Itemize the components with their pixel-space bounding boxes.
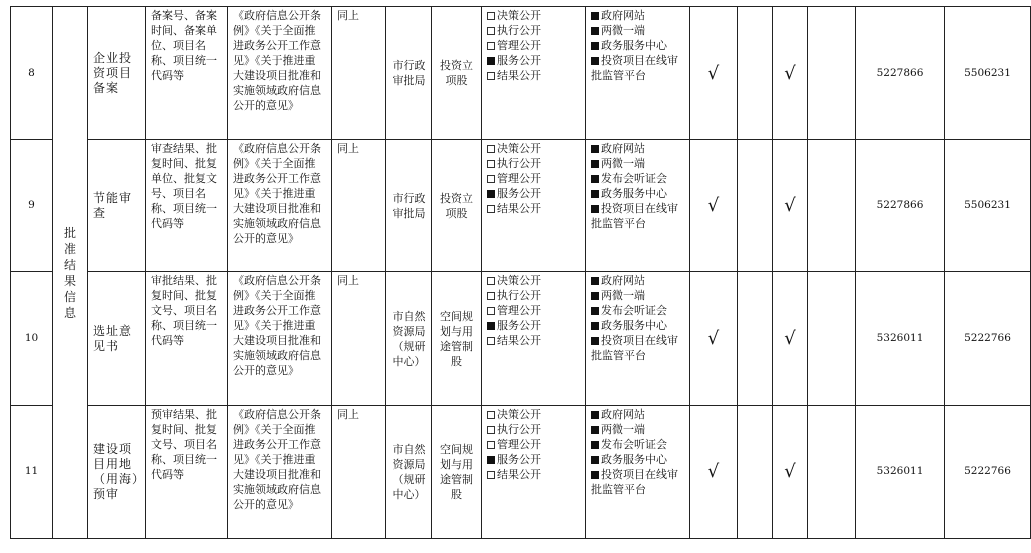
scope-option-label: 管理公开	[497, 39, 541, 52]
empty-cell	[738, 272, 773, 405]
channel-item	[591, 288, 684, 303]
channel-label: 两微一端	[601, 422, 645, 436]
channel-label: 政府网站	[601, 407, 645, 421]
scope-option-label: 决策公开	[497, 9, 541, 22]
scope-option-label: 执行公开	[497, 422, 541, 436]
empty-box-icon	[487, 411, 495, 419]
channel-item	[591, 141, 684, 156]
disclosure-subject	[386, 405, 432, 538]
department: 投资立项股	[432, 7, 482, 140]
checked-box-icon	[591, 337, 599, 345]
legal-basis: 《政府信息公开条例》《关于全面推进政务公开工作意见》《关于推进重大建设项目批准和实施领域政府信息公开的意见》	[228, 405, 332, 538]
table-row	[11, 272, 1031, 405]
row-number: 9	[11, 140, 53, 272]
empty-box-icon	[487, 160, 495, 168]
channel-item	[591, 156, 684, 171]
phone-1: 5227866	[856, 140, 945, 272]
row-number: 10	[11, 272, 53, 405]
channel-label: 政府网站	[601, 142, 645, 156]
category-cell	[53, 7, 88, 539]
channel-label: 政府网站	[601, 9, 645, 22]
time-limit: 同上	[332, 272, 386, 405]
scope-option-label: 管理公开	[497, 437, 541, 451]
phone-1: 5326011	[856, 405, 945, 538]
checked-box-icon	[591, 456, 599, 464]
scope-option	[487, 38, 580, 53]
scope-option	[487, 141, 580, 156]
empty-box-icon	[487, 12, 495, 20]
channel-label: 投资项目在线审批监管平台	[591, 334, 678, 363]
scope-option	[487, 23, 580, 38]
checked-box-icon	[591, 322, 599, 330]
channel-item	[591, 8, 684, 23]
channels	[586, 272, 690, 405]
checked-box-icon	[591, 57, 599, 65]
channel-item	[591, 201, 684, 231]
channel-item	[591, 437, 684, 452]
checked-box-icon	[591, 205, 599, 213]
checked-box-icon	[591, 160, 599, 168]
scope-options	[482, 272, 586, 405]
scope-option	[487, 407, 580, 422]
channel-item	[591, 452, 684, 467]
empty-box-icon	[487, 205, 495, 213]
scope-option	[487, 303, 580, 318]
disclosure-content: 审查结果、批复时间、批复单位、批复文号、项目名称、项目统一代码等	[146, 140, 228, 272]
empty-box-icon	[487, 27, 495, 35]
empty-cell	[738, 405, 773, 538]
scope-option	[487, 201, 580, 216]
disclosure-subject	[386, 272, 432, 405]
phone-2: 5222766	[945, 405, 1031, 538]
check-mark-1: √	[690, 7, 738, 140]
empty-box-icon	[487, 175, 495, 183]
empty-cell	[738, 7, 773, 140]
channel-label: 发布会听证会	[601, 172, 667, 186]
empty-cell	[808, 405, 856, 538]
channel-label: 投资项目在线审批监管平台	[591, 54, 678, 82]
checked-box-icon	[487, 456, 495, 464]
checked-box-icon	[591, 307, 599, 315]
checked-box-icon	[591, 471, 599, 479]
scope-option-label: 执行公开	[497, 157, 541, 171]
time-limit: 同上	[332, 7, 386, 140]
empty-box-icon	[487, 441, 495, 449]
checked-box-icon	[591, 190, 599, 198]
checked-box-icon	[591, 277, 599, 285]
legal-basis: 《政府信息公开条例》《关于全面推进政务公开工作意见》《关于推进重大建设项目批准和实施领域政府信息公开的意见》	[228, 140, 332, 272]
checked-box-icon	[487, 57, 495, 65]
phone-1: 5227866	[856, 7, 945, 140]
scope-option	[487, 333, 580, 348]
channel-label: 政务服务中心	[601, 452, 667, 466]
table-row	[11, 140, 1031, 272]
phone-2: 5222766	[945, 272, 1031, 405]
scope-option	[487, 273, 580, 288]
disclosure-content: 审批结果、批复时间、批复文号、项目名称、项目统一代码等	[146, 272, 228, 405]
scope-option	[487, 318, 580, 333]
empty-cell	[808, 7, 856, 140]
scope-option-label: 决策公开	[497, 142, 541, 156]
channel-item	[591, 333, 684, 363]
empty-box-icon	[487, 426, 495, 434]
scope-option-label: 结果公开	[497, 202, 541, 216]
channel-item	[591, 38, 684, 53]
check-mark-2: √	[773, 140, 808, 272]
channels	[586, 7, 690, 140]
channel-label: 投资项目在线审批监管平台	[591, 202, 678, 231]
checked-box-icon	[591, 441, 599, 449]
channel-item	[591, 171, 684, 186]
scope-option-label: 管理公开	[497, 304, 541, 318]
scope-options	[482, 405, 586, 538]
channel-label: 政府网站	[601, 274, 645, 288]
checked-box-icon	[591, 12, 599, 20]
category-label: 批准结果信息	[64, 225, 77, 320]
check-mark-2: √	[773, 272, 808, 405]
disclosure-subject	[386, 140, 432, 272]
scope-option-label: 服务公开	[497, 54, 541, 67]
scope-option-label: 结果公开	[497, 467, 541, 481]
scope-option	[487, 437, 580, 452]
channel-item	[591, 303, 684, 318]
checked-box-icon	[591, 411, 599, 419]
channel-item	[591, 318, 684, 333]
item-name: 建设项目用地（用海）预审	[88, 405, 146, 538]
channel-item	[591, 23, 684, 38]
scope-option-label: 执行公开	[497, 289, 541, 303]
channel-item	[591, 422, 684, 437]
department: 空间规划与用途管制股	[432, 272, 482, 405]
disclosure-content: 预审结果、批复时间、批复文号、项目名称、项目统一代码等	[146, 405, 228, 538]
item-name: 节能审查	[88, 140, 146, 272]
channel-label: 两微一端	[601, 24, 645, 37]
empty-cell	[738, 140, 773, 272]
scope-option-label: 决策公开	[497, 274, 541, 288]
channel-item	[591, 53, 684, 83]
checked-box-icon	[591, 27, 599, 35]
scope-options	[482, 7, 586, 140]
empty-box-icon	[487, 42, 495, 50]
check-mark-1: √	[690, 272, 738, 405]
checked-box-icon	[591, 292, 599, 300]
scope-option	[487, 53, 580, 68]
scope-options	[482, 140, 586, 272]
scope-option-label: 结果公开	[497, 334, 541, 348]
scope-option	[487, 8, 580, 23]
channel-label: 两微一端	[601, 157, 645, 171]
channel-label: 两微一端	[601, 289, 645, 303]
channels	[586, 405, 690, 538]
department: 投资立项股	[432, 140, 482, 272]
scope-option	[487, 422, 580, 437]
scope-option	[487, 288, 580, 303]
phone-2: 5506231	[945, 140, 1031, 272]
row-number: 8	[11, 7, 53, 140]
channel-label: 发布会听证会	[601, 437, 667, 451]
empty-box-icon	[487, 471, 495, 479]
channel-label: 政务服务中心	[601, 187, 667, 201]
empty-box-icon	[487, 145, 495, 153]
disclosure-subject	[386, 7, 432, 140]
subject-text: 市行政审批局	[392, 59, 426, 88]
channel-item	[591, 186, 684, 201]
scope-option-label: 结果公开	[497, 69, 541, 82]
subject-text: 市自然资源局（规研中心）	[392, 309, 426, 368]
scope-option	[487, 467, 580, 482]
scope-option	[487, 68, 580, 83]
scope-option-label: 执行公开	[497, 24, 541, 37]
check-mark-2: √	[773, 405, 808, 538]
check-mark-2: √	[773, 7, 808, 140]
channel-item	[591, 467, 684, 497]
channel-label: 发布会听证会	[601, 304, 667, 318]
row-number: 11	[11, 405, 53, 538]
legal-basis: 《政府信息公开条例》《关于全面推进政务公开工作意见》《关于推进重大建设项目批准和实施领域政府信息公开的意见》	[228, 7, 332, 140]
scope-option-label: 服务公开	[497, 452, 541, 466]
scope-option	[487, 186, 580, 201]
disclosure-table	[10, 6, 1031, 539]
department: 空间规划与用途管制股	[432, 405, 482, 538]
disclosure-content: 备案号、备案时间、备案单位、项目名称、项目统一代码等	[146, 7, 228, 140]
scope-option-label: 管理公开	[497, 172, 541, 186]
time-limit: 同上	[332, 140, 386, 272]
empty-box-icon	[487, 307, 495, 315]
channels	[586, 140, 690, 272]
channel-label: 政务服务中心	[601, 319, 667, 333]
channel-item	[591, 273, 684, 288]
empty-box-icon	[487, 337, 495, 345]
empty-box-icon	[487, 292, 495, 300]
scope-option	[487, 452, 580, 467]
checked-box-icon	[487, 190, 495, 198]
channel-item	[591, 407, 684, 422]
table-row	[11, 7, 1031, 140]
empty-box-icon	[487, 72, 495, 80]
scope-option-label: 决策公开	[497, 407, 541, 421]
checked-box-icon	[591, 426, 599, 434]
checked-box-icon	[591, 42, 599, 50]
empty-cell	[808, 140, 856, 272]
channel-label: 投资项目在线审批监管平台	[591, 467, 678, 496]
legal-basis: 《政府信息公开条例》《关于全面推进政务公开工作意见》《关于推进重大建设项目批准和实施领域政府信息公开的意见》	[228, 272, 332, 405]
checked-box-icon	[591, 145, 599, 153]
item-name: 企业投资项目备案	[88, 7, 146, 140]
item-name: 选址意见书	[88, 272, 146, 405]
scope-option	[487, 156, 580, 171]
phone-2: 5506231	[945, 7, 1031, 140]
scope-option-label: 服务公开	[497, 187, 541, 201]
check-mark-1: √	[690, 405, 738, 538]
subject-text: 市行政审批局	[392, 191, 426, 220]
scope-option	[487, 171, 580, 186]
subject-text: 市自然资源局（规研中心）	[392, 442, 426, 501]
time-limit: 同上	[332, 405, 386, 538]
empty-cell	[808, 272, 856, 405]
empty-box-icon	[487, 277, 495, 285]
checked-box-icon	[487, 322, 495, 330]
check-mark-1: √	[690, 140, 738, 272]
scope-option-label: 服务公开	[497, 319, 541, 333]
table-row	[11, 405, 1031, 538]
checked-box-icon	[591, 175, 599, 183]
channel-label: 政务服务中心	[601, 39, 667, 52]
phone-1: 5326011	[856, 272, 945, 405]
